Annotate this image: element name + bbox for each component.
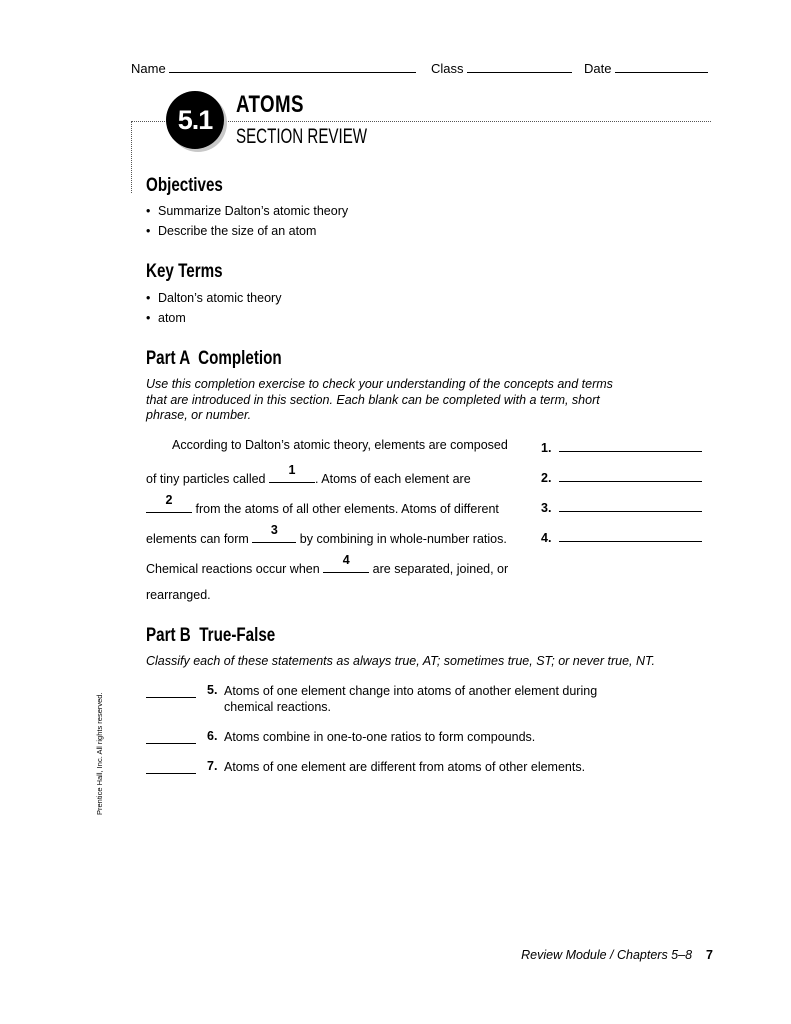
part-b-heading: Part B True-False <box>146 625 276 646</box>
footer-module: Review Module / Chapters 5–8 <box>521 948 693 962</box>
answer-line-3[interactable] <box>559 498 702 512</box>
objectives-heading: Objectives <box>146 175 223 196</box>
answer-row: 3. <box>541 498 702 515</box>
blank-3[interactable]: 3 <box>252 528 296 543</box>
class-line[interactable] <box>467 59 572 73</box>
blank-1[interactable]: 1 <box>269 468 315 483</box>
part-a-heading: Part A Completion <box>146 348 282 369</box>
tf-answer-line-6[interactable] <box>146 730 196 744</box>
completion-line-6: rearranged. <box>146 588 211 602</box>
key-terms-heading: Key Terms <box>146 261 223 282</box>
completion-line-4: elements can form 3 by combining in whole-number ratios. <box>146 523 507 546</box>
page-number: 7 <box>706 948 713 962</box>
key-term-item: • atom <box>146 311 186 325</box>
date-field <box>584 59 708 76</box>
section-subtitle: SECTION REVIEW <box>236 125 368 148</box>
date-label: Date <box>584 61 612 76</box>
name-field <box>131 59 416 76</box>
answer-row: 4. <box>541 528 702 545</box>
completion-line-5: Chemical reactions occur when 4 are separated, joined, or <box>146 553 509 576</box>
tf-statement: Atoms of one element change into atoms of another element during chemical reactions. <box>224 684 598 714</box>
class-label: Class <box>431 61 464 76</box>
page-footer <box>521 948 713 962</box>
answer-line-2[interactable] <box>559 468 702 482</box>
completion-line-1: According to Dalton’s atomic theory, elements are composed <box>172 438 508 452</box>
section-number-badge: 5.1 <box>166 91 224 149</box>
answer-row: 1. <box>541 438 702 455</box>
blank-4[interactable]: 4 <box>323 558 369 573</box>
key-term-item: • Dalton’s atomic theory <box>146 291 282 305</box>
tf-number: 7. <box>207 759 218 773</box>
name-label: Name <box>131 61 166 76</box>
copyright-notice: Prentice Hall, Inc. All rights reserved. <box>95 692 104 815</box>
answer-line-1[interactable] <box>559 438 702 452</box>
name-line[interactable] <box>169 59 416 73</box>
part-a-instructions: Use this completion exercise to check your understanding of the concepts and terms that are introduced in this section. Each blank can be completed with a term, short phrase, or number. <box>146 377 613 422</box>
completion-line-3: 2 from the atoms of all other elements. Atoms of different <box>146 498 499 516</box>
tf-statement: Atoms combine in one-to-one ratios to form compounds. <box>224 730 536 744</box>
part-b-instructions: Classify each of these statements as always true, AT; sometimes true, ST; or never true, NT. <box>146 654 655 668</box>
blank-2[interactable]: 2 <box>146 498 192 513</box>
answer-row: 2. <box>541 468 702 485</box>
answer-line-4[interactable] <box>559 528 702 542</box>
section-title: ATOMS <box>236 91 304 118</box>
tf-answer-line-7[interactable] <box>146 760 196 774</box>
tf-statement: Atoms of one element are different from atoms of other elements. <box>224 760 586 774</box>
completion-line-2: of tiny particles called 1 . Atoms of each element are <box>146 463 471 486</box>
class-field <box>431 59 572 76</box>
date-line[interactable] <box>615 59 708 73</box>
tf-number: 6. <box>207 729 218 743</box>
tf-answer-line-5[interactable] <box>146 684 196 698</box>
tf-number: 5. <box>207 683 218 697</box>
objective-item: • Summarize Dalton’s atomic theory <box>146 204 349 218</box>
objective-item: • Describe the size of an atom <box>146 224 317 238</box>
section-divider-vertical <box>131 121 132 193</box>
